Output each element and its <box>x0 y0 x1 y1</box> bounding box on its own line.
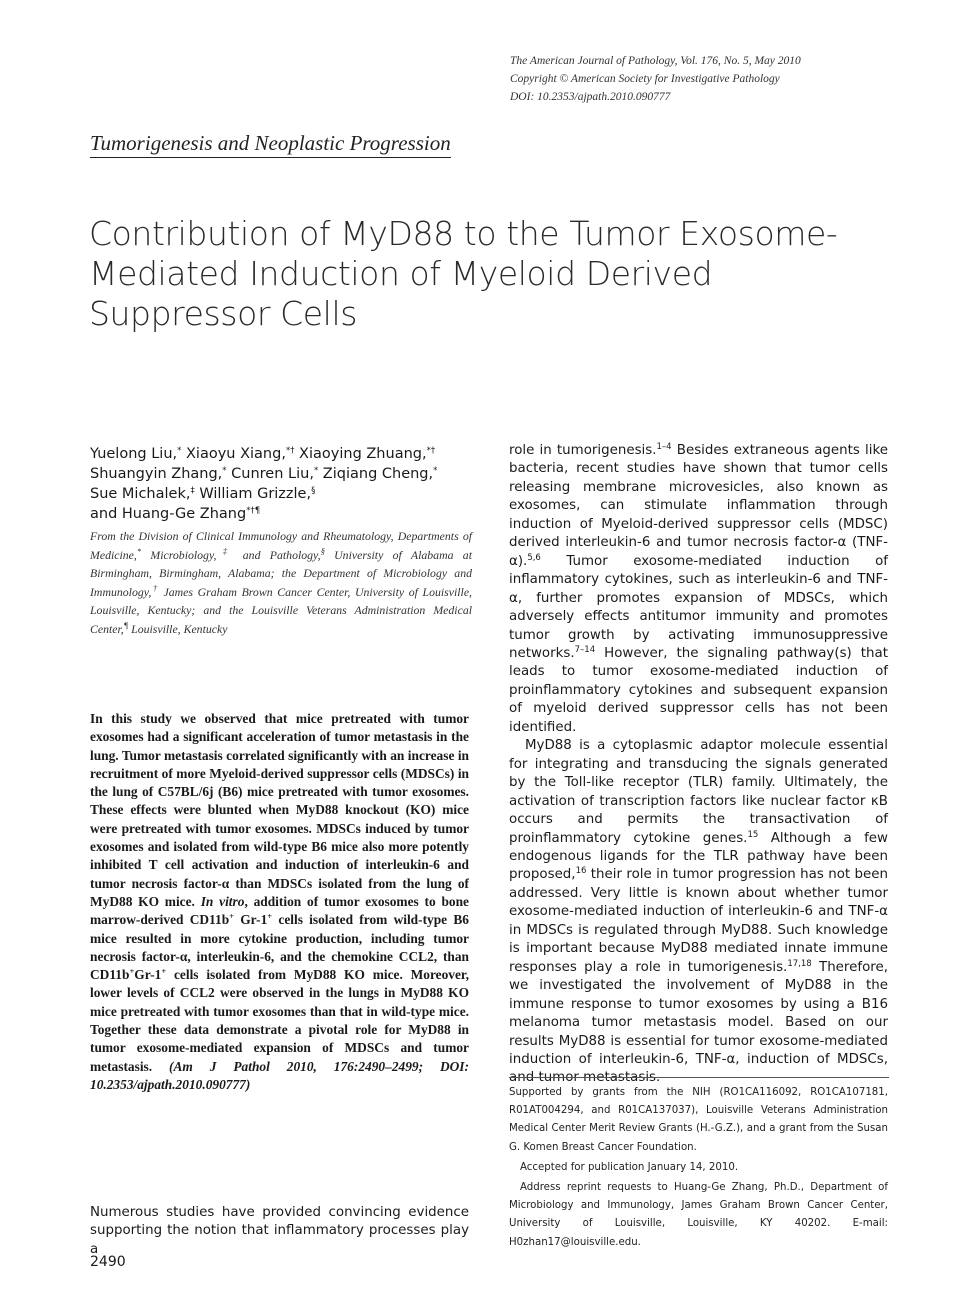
affiliations <box>90 527 472 639</box>
affiliation-mark: ‡ <box>216 545 234 556</box>
abstract-text: cells isolated from MyD88 KO mice. Moreover, lower levels of CCL2 were observed in the lungs in MyD88 KO mice pretreated with tumor exosomes than that in wild-type mice. Together these data demonstrate a pivotal role for MyD88 in tumor exosome-mediated expansion of MDSCs and tumor metastasis. <box>90 967 469 1074</box>
body-text: However, the signaling pathway(s) that leads to tumor exosome-mediated induction of proinflammatory cytokines and subsequent expansion of myeloid derived suppressor cells has not been identified. <box>509 645 888 735</box>
reference-mark: 1–4 <box>656 442 672 452</box>
author-name: and Huang-Ge Zhang <box>90 506 247 522</box>
journal-copyright: Copyright © American Society for Investigative Pathology <box>510 73 780 85</box>
author-name: Xiaoyu Xiang, <box>185 446 286 462</box>
author-name: Xiaoying Zhuang, <box>299 446 427 462</box>
author-marks: *† <box>285 446 295 456</box>
author-name: Yuelong Liu, <box>90 446 178 462</box>
author-name: Ziqiang Cheng, <box>322 466 434 482</box>
footnote-accepted: Accepted for publication January 14, 2010. <box>520 1161 739 1173</box>
affiliation-text: and Pathology, <box>233 547 321 562</box>
author-marks: * <box>222 466 227 476</box>
author-name: Sue Michalek, <box>90 486 191 502</box>
author-marks: § <box>311 486 316 496</box>
abstract-sup: + <box>129 966 135 977</box>
right-column-body <box>509 442 888 1088</box>
body-text: Besides extraneous agents like bacteria, recent studies have shown that tumor cells releasing membrane microvesicles, also known as exosomes, can stimulate inflammation through induction of Myeloid-derived suppressor cells (MDSC) derived interleukin-6 and tumor necrosis factor-α (TNF-α). <box>509 443 888 569</box>
page-number: 2490 <box>90 1254 126 1270</box>
abstract-text: Gr-1 <box>234 912 268 928</box>
journal-doi: DOI: 10.2353/ajpath.2010.090777 <box>510 91 671 103</box>
journal-header <box>510 52 930 106</box>
author-list <box>90 444 480 524</box>
affiliation-mark: † <box>151 582 159 593</box>
affiliation-text: Microbiology, <box>141 547 217 562</box>
reference-mark: 15 <box>747 829 759 840</box>
body-text: their role in tumor progression has not been addressed. Very little is known about whether tumor exosome-mediated induction of interleukin-6 and TNF-α in MDSCs is regulated through MyD88. Such knowledge is important because MyD88 mediated innate immune responses play a role in tumorigenesis. <box>509 867 888 975</box>
body-paragraph <box>509 442 888 737</box>
body-text: role in tumorigenesis. <box>509 443 657 458</box>
affiliation-mark: § <box>320 545 325 556</box>
footnotes <box>509 1084 888 1254</box>
abstract-citation: (Am J Pathol 2010, 176:2490–2499; DOI: 10.2353/ajpath.2010.090777) <box>90 1058 469 1092</box>
reference-mark: 5,6 <box>527 552 541 563</box>
footnote-divider <box>509 1077 889 1078</box>
abstract-text: cells isolated from wild-type B6 mice resulted in more cytokine production, including tumor necrosis factor-α, interleukin-6, and the chemokine CCL2, than CD11b <box>90 912 470 983</box>
affiliation-text: From the Division of Clinical Immunology and Rheumatology, Departments of Medicine, <box>90 529 472 562</box>
abstract-sup: + <box>161 966 167 977</box>
author-marks: *†¶ <box>246 506 261 516</box>
author-name: Cunren Liu, <box>231 466 314 482</box>
body-text: MyD88 is a cytoplasmic adaptor molecule essential for integrating and transducing the signals generated by the Toll-like receptor (TLR) family. Ultimately, the activation of transcription factors like nuclear factor κB occurs and permits the transactivation of proinflammatory cytokine genes. <box>509 738 888 846</box>
author-name: William Grizzle, <box>199 486 312 502</box>
author-marks: * <box>313 466 319 476</box>
abstract <box>90 710 469 1094</box>
author-name: Shuangyin Zhang, <box>90 466 223 482</box>
abstract-text: Gr-1 <box>134 967 162 983</box>
author-marks: * <box>177 446 182 456</box>
footnote-support: Supported by grants from the NIH (RO1CA116092, RO1CA107181, R01AT004294, and R01CA137037), Louisville Veterans Administration Medical Center Merit Review Grants (H.-G.Z.), and a grant from the Susan G. Komen Breast Cancer Foundation. <box>509 1087 888 1153</box>
author-marks: *† <box>426 446 436 456</box>
body-text: Tumor exosome-mediated induction of inflammatory cytokines, such as interleukin-6 and TNF-α, further promotes expansion of MDSCs, which adversely effects antitumor immunity and promotes tumor growth by activating immunosuppressive networks. <box>509 553 888 661</box>
abstract-sup: + <box>267 911 273 922</box>
reference-mark: 17,18 <box>787 958 812 969</box>
body-text: Although a few endogenous ligands for the TLR pathway have been proposed, <box>509 830 888 883</box>
section-heading: Tumorigenesis and Neoplastic Progression <box>90 131 451 158</box>
affiliation-text: Louisville, Kentucky <box>128 621 228 636</box>
affiliation-text: James Graham Brown Cancer Center, University of Louisville, Louisville, Kentucky; and the Louisville Veterans Administration Medical Center, <box>90 584 472 636</box>
reference-mark: 7–14 <box>574 644 596 655</box>
affiliation-text: University of Alabama at Birmingham, Birmingham, Alabama; the Department of Microbiology and Immunology, <box>90 547 472 599</box>
abstract-italic: In vitro <box>200 893 245 909</box>
article-title: Contribution of MyD88 to the Tumor Exosome-Mediated Induction of Myeloid Derived Suppressor Cells <box>89 214 838 333</box>
affiliation-mark: * <box>136 545 142 556</box>
abstract-sup: + <box>229 911 234 922</box>
author-marks: ‡ <box>190 486 195 496</box>
body-paragraph <box>509 737 888 1088</box>
intro-paragraph-start: Numerous studies have provided convincing evidence supporting the notion that inflammatory processes play a <box>90 1205 469 1257</box>
footnote-address: Address reprint requests to Huang-Ge Zhang, Ph.D., Department of Microbiology and Immunology, James Graham Brown Cancer Center, University of Louisville, Louisville, KY 40202. E-mail: H0zhan17@louisville.edu. <box>509 1182 888 1248</box>
affiliation-mark: ¶ <box>123 619 129 630</box>
author-marks: * <box>433 466 438 476</box>
body-text: Therefore, we investigated the involvement of MyD88 in the immune response to tumor exosomes by using a B16 melanoma tumor metastasis model. Based on our results MyD88 is essential for tumor exosome-mediated induction of interleukin-6, TNF-α, induction of MDSCs, and tumor metastasis. <box>509 959 888 1086</box>
reference-mark: 16 <box>575 866 587 877</box>
abstract-text: , addition of tumor exosomes to bone marrow-derived CD11b <box>90 893 470 928</box>
abstract-text: In this study we observed that mice pretreated with tumor exosomes had a significant acceleration of tumor metastasis in the lung. Tumor metastasis correlated significantly with an increase in recruitment of more Myeloid-derived suppressor cells (MDSCs) in the lung of C57BL/6j (B6) mice pretreated with tumor exosomes. These effects were blunted when MyD88 knockout (KO) mice were pretreated with tumor exosomes. MDSCs induced by tumor exosomes and isolated from wild-type B6 mice also more potently inhibited T cell activation and induction of interleukin-6 and tumor necrosis factor-α than MDSCs isolated from the lung of MyD88 KO mice. <box>90 711 469 909</box>
journal-citation: The American Journal of Pathology, Vol. 176, No. 5, May 2010 <box>510 55 801 67</box>
